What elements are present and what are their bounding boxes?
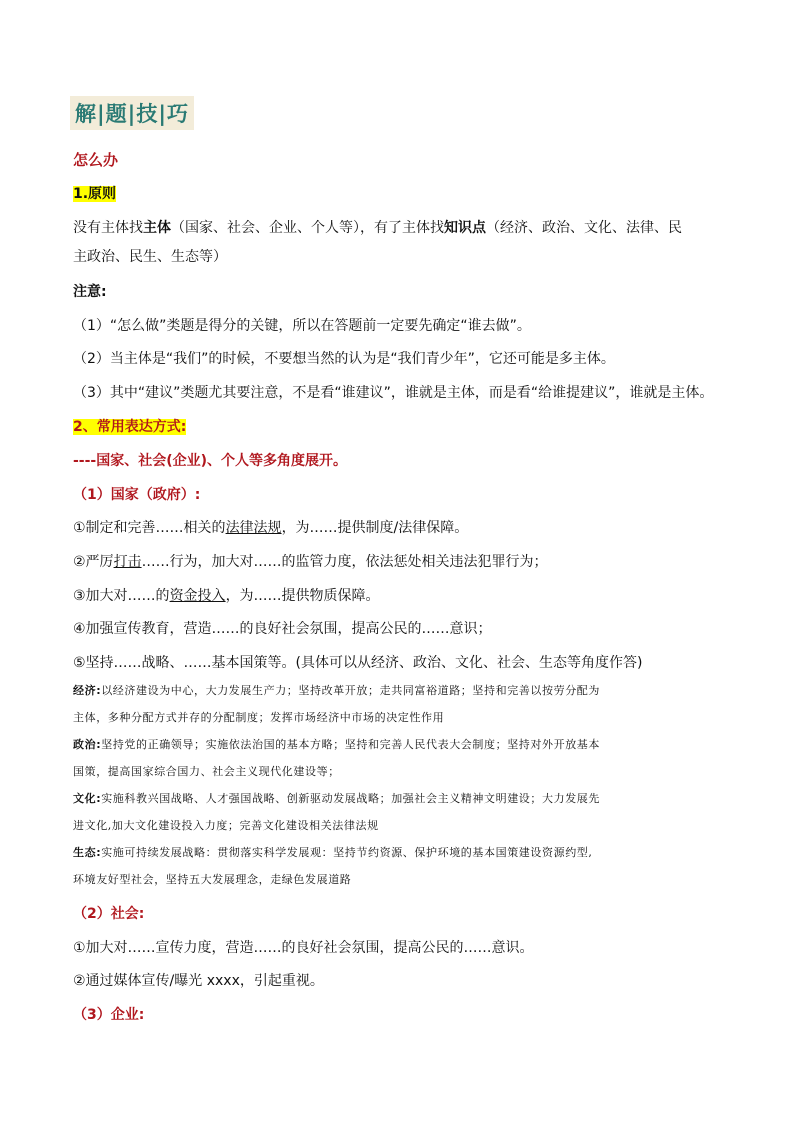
politics-label: 政治: bbox=[73, 738, 102, 751]
society-label: （2）社会: bbox=[73, 906, 145, 922]
text-run: ②严厉 bbox=[73, 554, 114, 570]
principle-text-line-1 bbox=[73, 218, 682, 238]
text-run: ，为……提供物质保障。 bbox=[225, 588, 380, 604]
text-run: 实施可持续发展战略：贯彻落实科学发展观：坚持节约资源、保护环境的基本国策建设资源约型, bbox=[101, 846, 593, 859]
note-item-3: （3）其中“建议”类题尤其要注意，不是看“谁建议”，谁就是主体，而是看“给谁提建议”，谁就是主体。 bbox=[73, 385, 714, 401]
text-run-bold: 知识点 bbox=[444, 220, 486, 236]
principle-text-line-2: 主政治、民生、生态等） bbox=[73, 249, 227, 265]
culture-label: 文化: bbox=[73, 792, 102, 805]
country-label: （1）国家（政府）: bbox=[73, 487, 201, 503]
note-item-1: （1）“怎么做”类题是得分的关键，所以在答题前一定要先确定“谁去做”。 bbox=[73, 318, 531, 334]
principle-label: 1.原则 bbox=[73, 186, 117, 202]
country-item-4: ④加强宣传教育，营造……的良好社会氛围，提高公民的……意识； bbox=[73, 621, 492, 637]
text-run: ①制定和完善……相关的 bbox=[73, 520, 226, 536]
expressions-subtitle: ----国家、社会(企业)、个人等多角度展开。 bbox=[73, 453, 348, 469]
enterprise-label: （3）企业: bbox=[73, 1007, 145, 1023]
country-item-3 bbox=[73, 586, 380, 606]
culture-line-1 bbox=[73, 789, 600, 809]
text-run: （经济、政治、文化、法律、民 bbox=[486, 220, 682, 236]
politics-line-1 bbox=[73, 735, 600, 755]
principle-label-wrap bbox=[73, 184, 116, 204]
text-run: ……行为，加大对……的监管力度，依法惩处相关违法犯罪行为； bbox=[141, 554, 548, 570]
politics-line-2: 国策，提高国家综合国力、社会主义现代化建设等； bbox=[73, 765, 340, 778]
note-item-2: （2）当主体是“我们”的时候，不要想当然的认为是“我们青少年”，它还可能是多主体。 bbox=[73, 351, 615, 367]
text-run: ③加大对……的 bbox=[73, 588, 170, 604]
text-run: 以经济建设为中心，大力发展生产力；坚持改革开放；走共同富裕道路；坚持和完善以按劳分配为 bbox=[101, 684, 600, 697]
ecology-label: 生态: bbox=[73, 846, 102, 859]
text-run: ，为……提供制度/法律保障。 bbox=[281, 520, 469, 536]
ecology-line-1 bbox=[73, 843, 593, 863]
society-item-2: ②通过媒体宣传/曝光 xxxx，引起重视。 bbox=[73, 973, 324, 989]
country-item-1 bbox=[73, 518, 468, 538]
expressions-label: 2、常用表达方式: bbox=[73, 419, 187, 435]
text-run-bold: 主体 bbox=[143, 220, 171, 236]
page-title: 解|题|技|巧 bbox=[75, 102, 190, 126]
section-title-banner bbox=[70, 96, 194, 130]
text-run-underlined: 资金投入 bbox=[169, 588, 226, 604]
text-run: 实施科教兴国战略、人才强国战略、创新驱动发展战略；加强社会主义精神文明建设；大力发展先 bbox=[101, 792, 600, 805]
ecology-line-2: 环境友好型社会，坚持五大发展理念，走绿色发展道路 bbox=[73, 873, 352, 886]
expressions-label-wrap bbox=[73, 417, 186, 437]
text-run-underlined: 法律法规 bbox=[225, 520, 282, 536]
text-run: 没有主体找 bbox=[73, 220, 143, 236]
culture-line-2: 进文化,加大文化建设投入力度；完善文化建设相关法律法规 bbox=[73, 819, 379, 832]
country-item-5: ⑤坚持……战略、……基本国策等。(具体可以从经济、政治、文化、社会、生态等角度作答) bbox=[73, 655, 643, 671]
heading-what-to-do: 怎么办 bbox=[73, 151, 119, 169]
note-label: 注意: bbox=[73, 284, 107, 300]
country-item-2 bbox=[73, 552, 548, 572]
economy-line-2: 主体，多种分配方式并存的分配制度；发挥市场经济中市场的决定性作用 bbox=[73, 711, 445, 724]
economy-line-1 bbox=[73, 681, 600, 701]
text-run: （国家、社会、企业、个人等），有了主体找 bbox=[171, 220, 444, 236]
economy-label: 经济: bbox=[73, 684, 102, 697]
society-item-1: ①加大对……宣传力度，营造……的良好社会氛围，提高公民的……意识。 bbox=[73, 940, 534, 956]
text-run: 坚持党的正确领导；实施依法治国的基本方略；坚持和完善人民代表大会制度；坚持对外开放基本 bbox=[101, 738, 600, 751]
text-run-underlined: 打击 bbox=[113, 554, 142, 570]
